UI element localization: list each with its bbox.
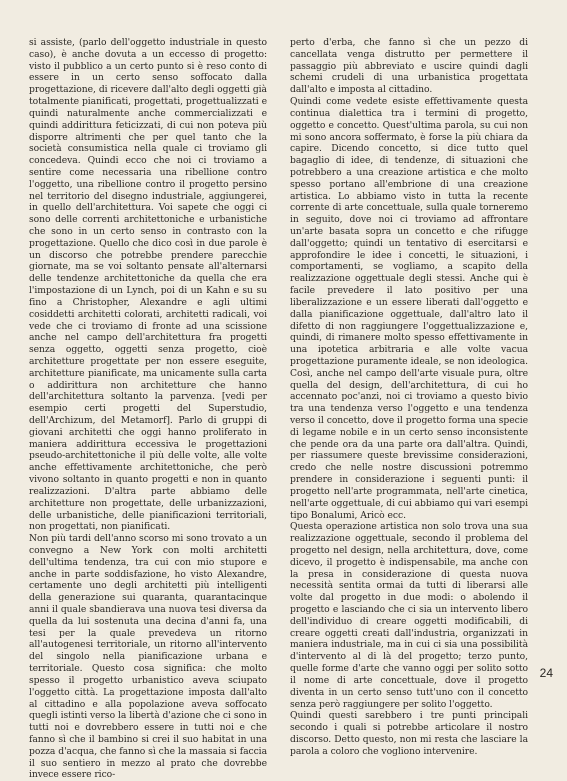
right-column xyxy=(290,37,528,758)
paragraph: si assiste, (parlo dell'oggetto industriale in questo caso), è anche dovuta a un eccesso di progetto: visto il pubblico a un certo punto si è reso conto di essere in un certo senso soffocato dalla progettazione, di ricevere dall'alto degli oggetti già totalmente pianificati, progettati, progettualizzati e quindi naturalmente anche commercializzati e quindi addirittura feticizzati, di cui non poteva più disporre altrimenti che per quel tanto che la società consumistica nella quale ci troviamo gli concedeva. Quindi ecco che noi ci troviamo a sentire come necessaria una ribellione contro l'oggetto, una ribellione contro il progetto persino nel territorio del disegno industriale, aggiungerei, in quello dell'architettura. Voi sapete che oggi ci sono delle correnti architettoniche e urbanistiche che sono in un certo senso in contrasto con la progettazione. Quello che dico così in due parole è un discorso che potrebbe prendere parecchie giornate, ma se voi soltanto pensate all'alternarsi delle tendenze architettoniche da quella che era l'impostazione di un Lynch, poi di un Kahn e su su fino a Christopher, Alexandre e agli ultimi cosiddetti architetti colorati, architetti radicali, voi vede che ci troviamo di fronte ad una scissione anche nel campo dell'architettura fra progetti senza oggetto, oggetti senza progetto, cioè architetture progettate per non essere eseguite, architetture pianificate, ma unicamente sulla carta o addirittura non architetture che hanno dell'architettura soltanto la parvenza. [vedi per esempio certi progetti del Superstudio, dell'Archizum, del Metamorf]. Parlo di gruppi di giovani architetti che oggi hanno proliferato in maniera addirittura eccessiva le progettazioni pseudo-architettoniche il più delle volte, alle volte anche effettivamente architettoniche, che però vivono soltanto in quanto progetti e non in quanto realizzazioni. D'altra parte abbiamo delle architetture non progettate, delle urbanizzazioni, delle urbanistiche, delle pianificazioni territoriali, non progettati, non pianificati. xyxy=(29,37,267,533)
paragraph: Quindi questi sarebbero i tre punti principali secondo i quali si potrebbe articolare il nostro discorso. Detto questo, non mi resta che lasciare la parola a coloro che vogliono intervenire. xyxy=(290,710,528,757)
paragraph: Quindi come vedete esiste effettivamente questa continua dialettica tra i termini di progetto, oggetto e concetto. Quest'ultima parola, su cui non mi sono ancora soffermato, è forse la più chiara da capire. Dicendo concetto, si dice tutto quel bagaglio di idee, di tendenze, di situazioni che potrebbero a una creazione artistica e che molto spesso portano all'embrione di una creazione artistica. Lo abbiamo visto in tutta la recente corrente di arte concettuale, sulla quale torneremo in seguito, dove noi ci troviamo ad affrontare un'arte basata sopra un concetto e che rifugge dall'oggetto; quindi un tentativo di esercitarsi e approfondire le idee i concetti, le situazioni, i comportamenti, se vogliamo, a scapito della realizzazione oggettuale degli stessi. Anche qui è facile prevedere il lato positivo per una liberalizzazione e un essere liberati dall'oggetto e dalla pianificazione oggettuale, dall'altro lato il difetto di non raggiungere l'oggettualizzazione e, quindi, di rimanere molto spesso effettivamente in una ipotetica arbitraria e alle volte vacua progettazione puramente ideale, se non ideologica. Così, anche nel campo dell'arte visuale pura, oltre quella del design, dell'architettura, di cui ho accennato poc'anzi, noi ci troviamo a questo bivio tra una tendenza verso l'oggetto e una tendenza verso il concetto, dove il progetto forma una specie di legame nobile e in un certo senso inconsistente che pende ora da una parte ora dall'altra. Quindi, per riassumere queste brevissime considerazioni, credo che nelle nostre discussioni potremmo prendere in considerazione i seguenti punti: il progetto nell'arte programmata, nell'arte cinetica, nell'arte oggettuale, di cui abbiamo qui vari esempi tipo Bonalumi, Aricò ecc. xyxy=(290,96,528,521)
paragraph: Questa operazione artistica non solo trova una sua realizzazione oggettuale, secondo il problema del progetto nel design, nella architettura, dove, come dicevo, il progetto è indispensabile, ma anche con la presa in considerazione di questa nuova necessità sentita ormai da tutti di liberarsi alle volte dal progetto in due modi: o abolendo il progetto e lasciando che ci sia un intervento libero dell'individuo di creare oggetti modificabili, di creare oggetti creati dall'industria, organizzati in maniera industriale, ma in cui ci sia una possibilità d'intervento al di là del progetto; terzo punto, quelle forme d'arte che vanno oggi per solito sotto il nome di arte concettuale, dove il progetto diventa in un certo senso tutt'uno con il concetto senza però raggiungere per solito l'oggetto. xyxy=(290,521,528,710)
paragraph: perto d'erba, che fanno sì che un pezzo di cancellata venga distrutto per permettere il passaggio più abbreviato e uscire quindi dagli schemi crudeli di una urbanistica progettata dall'alto e imposta al cittadino. xyxy=(290,37,528,96)
paragraph: Non più tardi dell'anno scorso mi sono trovato a un convegno a New York con molti architetti dell'ultima tendenza, tra cui con mio stupore e anche in parte soddisfazione, ho visto Alexandre, certamente uno degli architetti più intelligenti della generazione sui quaranta, quarantacinque anni il quale sbandierava una nuova tesi diversa da quella da lui sostenuta una decina d'anni fa, una tesi per la quale prevedeva un ritorno all'autogenesi territoriale, un ritorno all'intervento del singolo nella pianificazione urbana e territoriale. Questo cosa significa: che molto spesso il progetto urbanistico aveva sciupato l'oggetto città. La progettazione imposta dall'alto al cittadino e alla popolazione aveva soffocato quegli istinti verso la libertà d'azione che ci sono in tutti noi e dovrebbero essere in tutti noi e che fanno sì che il bambino si crei il suo habitat in una pozza d'acqua, che fanno sì che la massaia si faccia il suo sentiero in mezzo al prato che dovrebbe invece essere rico- xyxy=(29,533,267,781)
left-column xyxy=(29,37,267,781)
page-number: 24 xyxy=(539,666,553,680)
